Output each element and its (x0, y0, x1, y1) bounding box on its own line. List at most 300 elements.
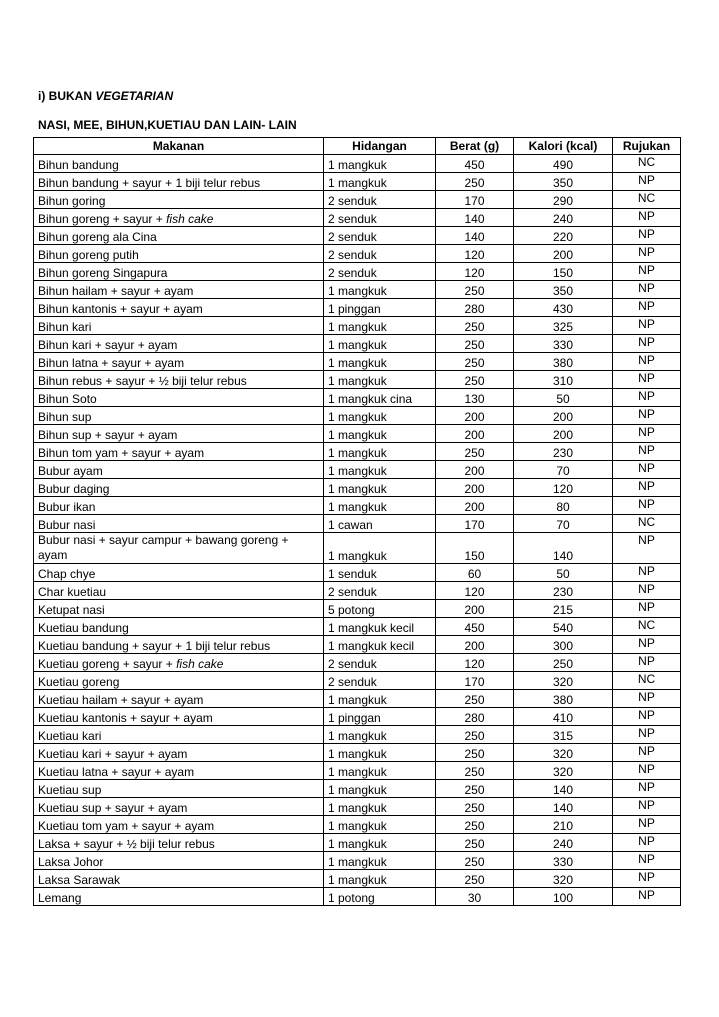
cell-hidangan: 1 mangkuk (324, 870, 436, 888)
cell-hidangan: 2 senduk (324, 245, 436, 263)
food-name: Kuetiau goreng (38, 675, 120, 689)
cell-berat: 250 (436, 726, 514, 744)
table-row (34, 744, 681, 762)
cell-makanan (34, 726, 324, 744)
header-kalori: Kalori (kcal) (514, 138, 613, 155)
cell-hidangan: 1 mangkuk (324, 533, 436, 564)
food-name-italic: fish cake (166, 212, 214, 226)
cell-kalori: 300 (514, 636, 613, 654)
cell-rujukan: NP (613, 281, 681, 299)
cell-berat: 280 (436, 299, 514, 317)
cell-rujukan: NP (613, 690, 681, 708)
cell-berat: 150 (436, 533, 514, 564)
cell-kalori: 310 (514, 371, 613, 389)
cell-rujukan: NP (613, 263, 681, 281)
table-row (34, 600, 681, 618)
cell-makanan (34, 744, 324, 762)
cell-kalori: 320 (514, 762, 613, 780)
cell-makanan (34, 780, 324, 798)
cell-berat: 250 (436, 834, 514, 852)
table-row (34, 726, 681, 744)
cell-hidangan: 1 mangkuk (324, 317, 436, 335)
section-heading-italic: VEGETARIAN (95, 89, 174, 103)
food-name: Bihun goreng ala Cina (38, 230, 157, 244)
food-name: Bihun kari + sayur + ayam (38, 338, 178, 352)
cell-hidangan: 2 senduk (324, 582, 436, 600)
cell-rujukan: NP (613, 209, 681, 227)
table-row (34, 533, 681, 564)
food-name: Lemang (38, 891, 82, 905)
cell-berat: 280 (436, 708, 514, 726)
food-name: Bihun goreng putih (38, 248, 139, 262)
table-row (34, 389, 681, 407)
cell-rujukan: NP (613, 425, 681, 443)
table-row (34, 780, 681, 798)
cell-berat: 170 (436, 191, 514, 209)
cell-kalori: 350 (514, 173, 613, 191)
cell-rujukan: NP (613, 533, 681, 564)
cell-makanan (34, 708, 324, 726)
cell-rujukan: NP (613, 780, 681, 798)
cell-hidangan: 2 senduk (324, 263, 436, 281)
cell-berat: 250 (436, 173, 514, 191)
table-row (34, 582, 681, 600)
table-row (34, 672, 681, 690)
cell-rujukan: NP (613, 317, 681, 335)
cell-rujukan: NP (613, 870, 681, 888)
cell-hidangan: 1 mangkuk (324, 726, 436, 744)
food-name: Laksa Johor (38, 855, 104, 869)
cell-hidangan: 1 mangkuk kecil (324, 618, 436, 636)
food-name: Bihun goreng Singapura (38, 266, 168, 280)
cell-makanan (34, 816, 324, 834)
table-row (34, 425, 681, 443)
cell-berat: 140 (436, 227, 514, 245)
cell-kalori: 120 (514, 479, 613, 497)
cell-kalori: 320 (514, 870, 613, 888)
cell-kalori: 70 (514, 461, 613, 479)
cell-berat: 200 (436, 461, 514, 479)
table-row (34, 870, 681, 888)
nutrition-table (33, 137, 681, 906)
cell-hidangan: 1 potong (324, 888, 436, 906)
cell-kalori: 140 (514, 533, 613, 564)
cell-rujukan: NP (613, 888, 681, 906)
food-name: Kuetiau goreng + sayur + (38, 657, 177, 671)
table-row (34, 762, 681, 780)
cell-rujukan: NP (613, 353, 681, 371)
food-name: Char kuetiau (38, 585, 107, 599)
cell-makanan (34, 564, 324, 582)
cell-hidangan: 1 cawan (324, 515, 436, 533)
table-row (34, 281, 681, 299)
section-heading (38, 89, 173, 103)
table-row (34, 618, 681, 636)
cell-kalori: 410 (514, 708, 613, 726)
table-row (34, 888, 681, 906)
table-row (34, 407, 681, 425)
cell-kalori: 290 (514, 191, 613, 209)
cell-makanan (34, 209, 324, 227)
cell-berat: 60 (436, 564, 514, 582)
cell-rujukan: NP (613, 852, 681, 870)
cell-kalori: 70 (514, 515, 613, 533)
cell-berat: 250 (436, 870, 514, 888)
cell-rujukan: NP (613, 227, 681, 245)
food-name: Chap chye (38, 567, 96, 581)
table-row (34, 155, 681, 173)
food-name: Ketupat nasi (38, 603, 105, 617)
table-row (34, 479, 681, 497)
cell-rujukan: NC (613, 191, 681, 209)
cell-makanan (34, 888, 324, 906)
food-name: Bihun hailam + sayur + ayam (38, 284, 194, 298)
cell-rujukan: NP (613, 834, 681, 852)
food-name: Bihun goring (38, 194, 106, 208)
food-name: Laksa + sayur + ½ biji telur rebus (38, 837, 215, 851)
cell-berat: 200 (436, 479, 514, 497)
food-name: Bihun kari (38, 320, 92, 334)
cell-makanan (34, 245, 324, 263)
table-row (34, 461, 681, 479)
table-row (34, 299, 681, 317)
cell-kalori: 320 (514, 672, 613, 690)
cell-kalori: 325 (514, 317, 613, 335)
table-row (34, 497, 681, 515)
cell-rujukan: NP (613, 461, 681, 479)
cell-hidangan: 1 mangkuk (324, 762, 436, 780)
cell-rujukan: NP (613, 497, 681, 515)
cell-rujukan: NP (613, 798, 681, 816)
cell-rujukan: NP (613, 762, 681, 780)
table-row (34, 245, 681, 263)
cell-rujukan: NP (613, 726, 681, 744)
table-row (34, 654, 681, 672)
cell-hidangan: 1 mangkuk (324, 155, 436, 173)
cell-kalori: 140 (514, 798, 613, 816)
cell-rujukan: NP (613, 600, 681, 618)
cell-makanan (34, 834, 324, 852)
cell-makanan (34, 690, 324, 708)
cell-makanan (34, 335, 324, 353)
cell-rujukan: NP (613, 582, 681, 600)
cell-kalori: 240 (514, 209, 613, 227)
food-name: Laksa Sarawak (38, 873, 121, 887)
cell-kalori: 350 (514, 281, 613, 299)
cell-hidangan: 1 mangkuk (324, 798, 436, 816)
cell-kalori: 230 (514, 582, 613, 600)
table-row (34, 690, 681, 708)
cell-makanan (34, 515, 324, 533)
food-name: Bubur daging (38, 482, 110, 496)
cell-berat: 120 (436, 654, 514, 672)
cell-hidangan: 1 mangkuk (324, 407, 436, 425)
cell-kalori: 320 (514, 744, 613, 762)
cell-hidangan: 2 senduk (324, 654, 436, 672)
table-row (34, 443, 681, 461)
cell-hidangan: 1 mangkuk (324, 173, 436, 191)
cell-kalori: 50 (514, 389, 613, 407)
food-name: Bihun sup + sayur + ayam (38, 428, 178, 442)
cell-makanan (34, 299, 324, 317)
cell-makanan (34, 870, 324, 888)
header-makanan: Makanan (34, 138, 324, 155)
cell-hidangan: 1 mangkuk (324, 425, 436, 443)
cell-berat: 450 (436, 155, 514, 173)
food-name: Kuetiau kari (38, 729, 102, 743)
cell-berat: 200 (436, 600, 514, 618)
cell-kalori: 140 (514, 780, 613, 798)
cell-berat: 170 (436, 672, 514, 690)
cell-rujukan: NP (613, 299, 681, 317)
cell-berat: 450 (436, 618, 514, 636)
cell-berat: 250 (436, 371, 514, 389)
cell-makanan (34, 407, 324, 425)
table-row (34, 317, 681, 335)
cell-rujukan: NC (613, 672, 681, 690)
food-name: Bubur nasi (38, 518, 96, 532)
table-header-row (34, 138, 681, 155)
cell-makanan (34, 353, 324, 371)
cell-kalori: 100 (514, 888, 613, 906)
food-name: Bihun kantonis + sayur + ayam (38, 302, 203, 316)
cell-hidangan: 1 mangkuk (324, 690, 436, 708)
food-name: Bihun rebus + sayur + ½ biji telur rebus (38, 374, 247, 388)
food-name: Bihun sup (38, 410, 92, 424)
cell-rujukan: NP (613, 479, 681, 497)
cell-makanan (34, 582, 324, 600)
table-row (34, 564, 681, 582)
cell-berat: 30 (436, 888, 514, 906)
cell-rujukan: NP (613, 371, 681, 389)
cell-hidangan: 1 mangkuk (324, 461, 436, 479)
food-name: Bihun bandung (38, 158, 119, 172)
food-name: Bubur nasi + sayur campur + bawang goreng + ayam (38, 533, 289, 562)
cell-hidangan: 2 senduk (324, 227, 436, 245)
cell-berat: 200 (436, 636, 514, 654)
cell-makanan (34, 618, 324, 636)
table-row (34, 816, 681, 834)
table-row (34, 371, 681, 389)
cell-rujukan: NC (613, 515, 681, 533)
cell-kalori: 50 (514, 564, 613, 582)
cell-berat: 250 (436, 762, 514, 780)
header-berat: Berat (g) (436, 138, 514, 155)
cell-hidangan: 2 senduk (324, 191, 436, 209)
cell-berat: 200 (436, 407, 514, 425)
table-row (34, 798, 681, 816)
food-name: Bihun Soto (38, 392, 97, 406)
cell-kalori: 200 (514, 407, 613, 425)
cell-kalori: 220 (514, 227, 613, 245)
cell-makanan (34, 479, 324, 497)
table-row (34, 173, 681, 191)
cell-berat: 200 (436, 497, 514, 515)
cell-makanan (34, 461, 324, 479)
food-name: Kuetiau kari + sayur + ayam (38, 747, 188, 761)
food-name: Kuetiau hailam + sayur + ayam (38, 693, 204, 707)
cell-kalori: 200 (514, 245, 613, 263)
food-name: Bihun bandung + sayur + 1 biji telur rebus (38, 176, 261, 190)
cell-kalori: 380 (514, 353, 613, 371)
cell-makanan (34, 173, 324, 191)
cell-makanan (34, 443, 324, 461)
cell-berat: 250 (436, 744, 514, 762)
cell-berat: 250 (436, 353, 514, 371)
cell-kalori: 215 (514, 600, 613, 618)
cell-hidangan: 1 mangkuk kecil (324, 636, 436, 654)
cell-rujukan: NP (613, 816, 681, 834)
cell-hidangan: 1 mangkuk (324, 335, 436, 353)
cell-makanan (34, 636, 324, 654)
cell-kalori: 315 (514, 726, 613, 744)
cell-makanan (34, 425, 324, 443)
cell-makanan (34, 798, 324, 816)
cell-hidangan: 1 mangkuk (324, 281, 436, 299)
cell-hidangan: 1 mangkuk (324, 497, 436, 515)
cell-hidangan: 2 senduk (324, 672, 436, 690)
cell-makanan (34, 281, 324, 299)
cell-hidangan: 1 mangkuk cina (324, 389, 436, 407)
cell-makanan (34, 317, 324, 335)
cell-hidangan: 1 pinggan (324, 708, 436, 726)
table-row (34, 209, 681, 227)
cell-kalori: 490 (514, 155, 613, 173)
cell-hidangan: 1 mangkuk (324, 780, 436, 798)
cell-berat: 250 (436, 690, 514, 708)
header-hidangan: Hidangan (324, 138, 436, 155)
table-row (34, 353, 681, 371)
food-name: Kuetiau latna + sayur + ayam (38, 765, 195, 779)
cell-makanan (34, 155, 324, 173)
cell-makanan (34, 533, 324, 564)
cell-kalori: 150 (514, 263, 613, 281)
food-name-italic: fish cake (176, 657, 224, 671)
cell-berat: 120 (436, 263, 514, 281)
table-row (34, 515, 681, 533)
table-row (34, 852, 681, 870)
food-name: Bihun goreng + sayur + (38, 212, 167, 226)
cell-hidangan: 1 mangkuk (324, 479, 436, 497)
cell-hidangan: 1 senduk (324, 564, 436, 582)
cell-hidangan: 1 mangkuk (324, 443, 436, 461)
cell-hidangan: 5 potong (324, 600, 436, 618)
food-name: Kuetiau bandung (38, 621, 129, 635)
cell-berat: 250 (436, 816, 514, 834)
cell-makanan (34, 263, 324, 281)
cell-kalori: 250 (514, 654, 613, 672)
food-name: Kuetiau tom yam + sayur + ayam (38, 819, 215, 833)
cell-rujukan: NP (613, 389, 681, 407)
cell-rujukan: NP (613, 335, 681, 353)
cell-berat: 250 (436, 443, 514, 461)
table-body (34, 155, 681, 906)
table-title: NASI, MEE, BIHUN,KUETIAU DAN LAIN- LAIN (38, 118, 297, 132)
food-name: Bihun latna + sayur + ayam (38, 356, 185, 370)
cell-makanan (34, 227, 324, 245)
cell-hidangan: 1 mangkuk (324, 371, 436, 389)
cell-makanan (34, 672, 324, 690)
table-row (34, 708, 681, 726)
food-name: Kuetiau kantonis + sayur + ayam (38, 711, 213, 725)
food-name: Kuetiau sup + sayur + ayam (38, 801, 188, 815)
cell-berat: 250 (436, 852, 514, 870)
cell-rujukan: NP (613, 744, 681, 762)
cell-kalori: 330 (514, 335, 613, 353)
cell-hidangan: 1 pinggan (324, 299, 436, 317)
cell-berat: 170 (436, 515, 514, 533)
cell-kalori: 330 (514, 852, 613, 870)
cell-makanan (34, 762, 324, 780)
header-rujukan: Rujukan (613, 138, 681, 155)
cell-rujukan: NC (613, 155, 681, 173)
cell-rujukan: NP (613, 173, 681, 191)
cell-kalori: 200 (514, 425, 613, 443)
cell-kalori: 80 (514, 497, 613, 515)
cell-berat: 250 (436, 798, 514, 816)
cell-berat: 250 (436, 780, 514, 798)
cell-berat: 120 (436, 245, 514, 263)
cell-kalori: 210 (514, 816, 613, 834)
cell-berat: 250 (436, 317, 514, 335)
cell-hidangan: 2 senduk (324, 209, 436, 227)
cell-makanan (34, 600, 324, 618)
food-name: Bubur ayam (38, 464, 103, 478)
cell-kalori: 380 (514, 690, 613, 708)
cell-kalori: 230 (514, 443, 613, 461)
cell-rujukan: NP (613, 443, 681, 461)
section-heading-prefix: i) BUKAN (38, 89, 92, 103)
cell-hidangan: 1 mangkuk (324, 816, 436, 834)
cell-hidangan: 1 mangkuk (324, 852, 436, 870)
cell-berat: 130 (436, 389, 514, 407)
table-row (34, 263, 681, 281)
cell-makanan (34, 371, 324, 389)
food-name: Kuetiau sup (38, 783, 102, 797)
cell-rujukan: NP (613, 654, 681, 672)
cell-rujukan: NP (613, 564, 681, 582)
table-row (34, 834, 681, 852)
cell-berat: 200 (436, 425, 514, 443)
cell-rujukan: NP (613, 245, 681, 263)
cell-makanan (34, 389, 324, 407)
table-row (34, 191, 681, 209)
cell-kalori: 540 (514, 618, 613, 636)
food-name: Bubur ikan (38, 500, 96, 514)
cell-makanan (34, 497, 324, 515)
food-name: Bihun tom yam + sayur + ayam (38, 446, 205, 460)
cell-berat: 120 (436, 582, 514, 600)
cell-rujukan: NP (613, 407, 681, 425)
cell-makanan (34, 852, 324, 870)
cell-kalori: 240 (514, 834, 613, 852)
cell-hidangan: 1 mangkuk (324, 834, 436, 852)
cell-hidangan: 1 mangkuk (324, 353, 436, 371)
cell-berat: 140 (436, 209, 514, 227)
table-row (34, 335, 681, 353)
cell-rujukan: NP (613, 708, 681, 726)
table-row (34, 227, 681, 245)
cell-hidangan: 1 mangkuk (324, 744, 436, 762)
cell-rujukan: NC (613, 618, 681, 636)
table-row (34, 636, 681, 654)
cell-kalori: 430 (514, 299, 613, 317)
food-name: Kuetiau bandung + sayur + 1 biji telur rebus (38, 639, 271, 653)
cell-makanan (34, 191, 324, 209)
cell-rujukan: NP (613, 636, 681, 654)
cell-berat: 250 (436, 281, 514, 299)
cell-makanan (34, 654, 324, 672)
